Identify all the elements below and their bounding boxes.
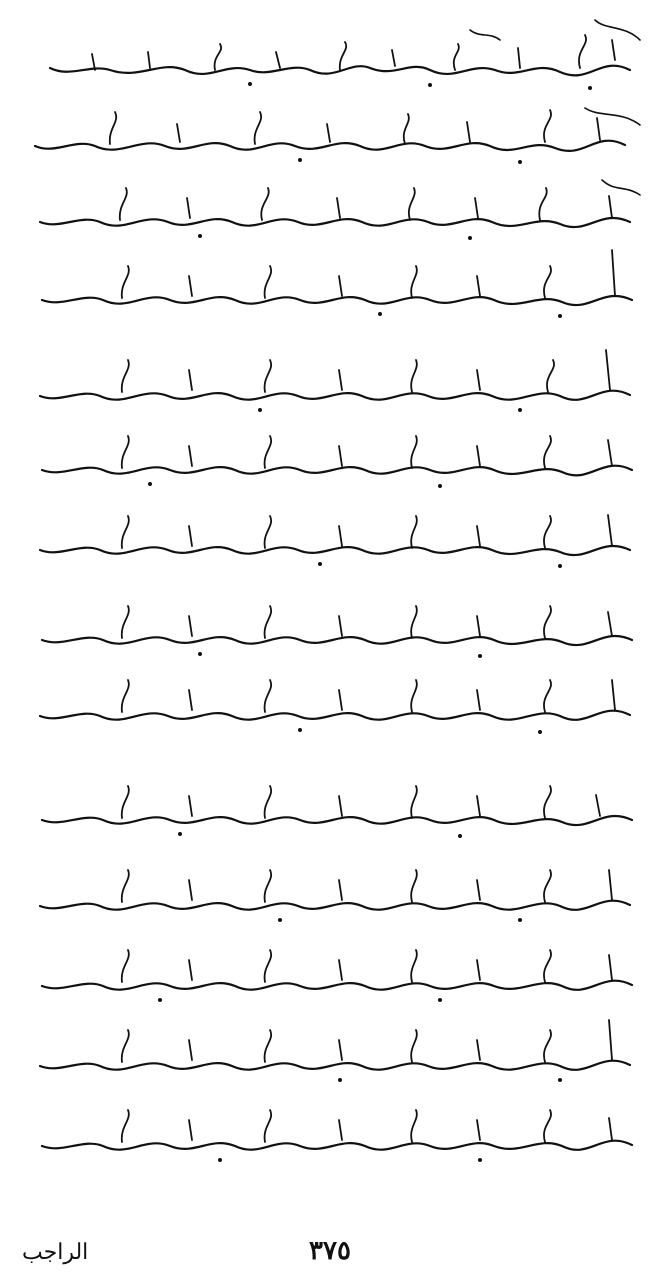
manuscript-line [42,950,632,990]
manuscript-line [35,108,640,151]
manuscript-line [42,606,632,645]
manuscript-line [42,250,632,305]
manuscript-line [40,870,630,910]
catchword: الراجب [22,1240,89,1265]
manuscript-line [40,350,630,400]
manuscript-line [40,1020,630,1070]
manuscript-line [40,515,630,555]
manuscript-line [42,436,632,475]
manuscript-line [40,180,640,227]
diacritic-dots [148,82,592,1162]
manuscript-line [42,786,632,825]
manuscript-line [42,1110,632,1150]
manuscript-line [50,20,640,75]
manuscript-line [40,680,630,720]
folio-number: ٣٧٥ [309,1236,351,1266]
